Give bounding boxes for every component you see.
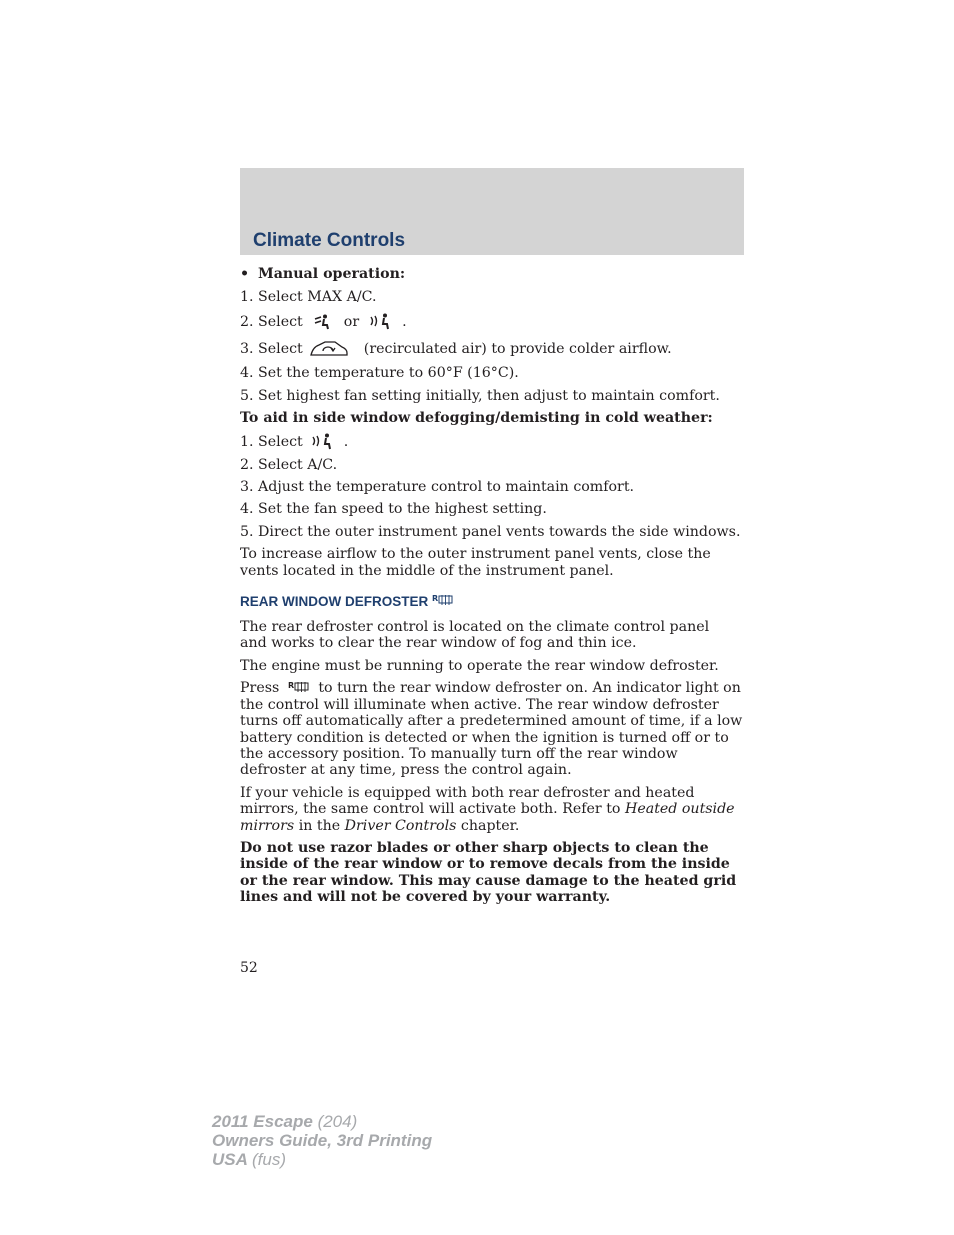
floor-panel-airflow-icon bbox=[313, 314, 331, 330]
side-window-step-4: 4. Set the fan speed to the highest setting. bbox=[240, 501, 547, 518]
manual-step-3: 3. Select (recirculated air) to provide colder airflow. bbox=[240, 341, 672, 358]
floor-defrost-airflow-icon bbox=[370, 313, 390, 331]
footer-guide-line: Owners Guide, 3rd Printing bbox=[212, 1131, 433, 1150]
document-footer bbox=[212, 1112, 432, 1169]
side-window-step-2: 2. Select A/C. bbox=[240, 456, 338, 473]
manual-step-4: 4. Set the temperature to 60°F (16°C). bbox=[240, 365, 519, 382]
page-number: 52 bbox=[240, 960, 258, 976]
floor-defrost-airflow-icon bbox=[312, 433, 332, 451]
rear-defroster-heading: REAR WINDOW DEFROSTER R bbox=[240, 593, 746, 611]
manual-step-5: 5. Set highest fan setting initially, then adjust to maintain comfort. bbox=[240, 387, 720, 404]
manual-operation-label: • Manual operation: bbox=[240, 266, 406, 282]
rear-defroster-p4: If your vehicle is equipped with both rear defroster and heated mirrors, the same control will activate both. Refer to Heated outside mirrors in the Driver Controls chapter. bbox=[240, 784, 735, 834]
rear-defrost-icon bbox=[432, 593, 454, 607]
footer-model-line: 2011 Escape (204) bbox=[212, 1112, 358, 1131]
side-window-step-3: 3. Adjust the temperature control to maintain comfort. bbox=[240, 479, 635, 496]
section-title: Climate Controls bbox=[253, 230, 406, 251]
rear-defrost-icon bbox=[288, 680, 310, 694]
side-window-heading: To aid in side window defogging/demisting in cold weather: bbox=[240, 410, 713, 427]
svg-text:R: R bbox=[287, 681, 294, 691]
rear-defroster-p3: Press R to turn the rear window defroster on. An indicator light on the control will illuminate when active. The rear window defroster turns off automatically after a predetermined amount of time, if a low battery condition is detected or when the ignition is turned off or to the accessory position. To manually turn off the rear window defroster at any time, press the control again. bbox=[240, 680, 743, 779]
manual-step-1: 1. Select MAX A/C. bbox=[240, 289, 377, 305]
side-window-note: To increase airflow to the outer instrument panel vents, close the vents located in the middle of the instrument panel. bbox=[240, 546, 711, 579]
rear-defroster-p1: The rear defroster control is located on the climate control panel and works to clear the rear window of fog and thin ice. bbox=[240, 619, 710, 652]
svg-text:R: R bbox=[432, 594, 439, 604]
recirculated-air-icon bbox=[309, 339, 349, 359]
section-header-band bbox=[240, 168, 744, 255]
driver-controls-reference: Driver Controls bbox=[344, 817, 457, 834]
heated-mirrors-reference: Heated outside mirrors bbox=[240, 801, 735, 834]
rear-defroster-warning: Do not use razor blades or other sharp objects to clean the inside of the rear window or to remove decals from the inside or the rear window. This may cause damage to the heated grid lines and will not be covered by your warranty. bbox=[240, 839, 737, 906]
page-content bbox=[240, 266, 746, 906]
footer-market-line: USA (fus) bbox=[212, 1150, 286, 1169]
side-window-step-5: 5. Direct the outer instrument panel vents towards the side windows. bbox=[240, 523, 741, 540]
rear-defroster-p2: The engine must be running to operate the rear window defroster. bbox=[240, 657, 719, 674]
manual-step-2: 2. Select or . bbox=[240, 314, 407, 331]
side-window-step-1: 1. Select . bbox=[240, 433, 349, 450]
